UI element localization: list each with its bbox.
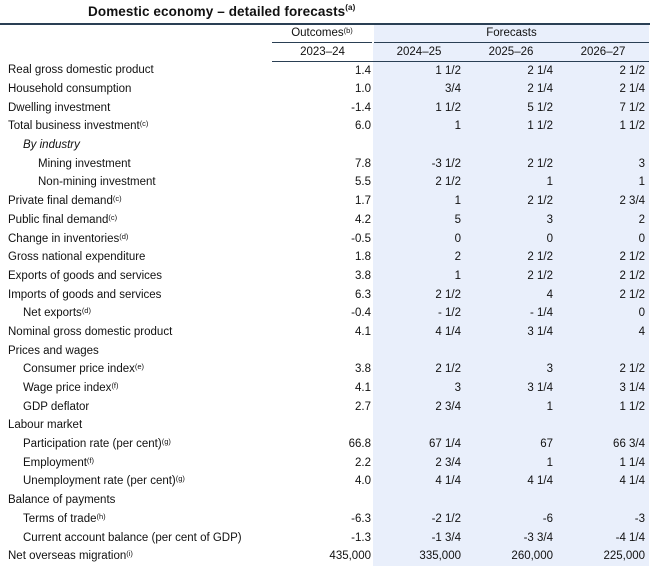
outcome-value-cell: 7.8 (355, 157, 371, 170)
forecast-value-cell (465, 416, 557, 435)
forecast-value-cell: 1 (465, 397, 557, 416)
forecast-value-cell: 7 1/2 (557, 98, 649, 117)
row-label (0, 285, 272, 304)
row-footnote-marker: (f) (86, 455, 95, 465)
row-label (0, 453, 272, 472)
forecast-value-cell: 5 (373, 211, 465, 230)
row-footnote-marker: (i) (126, 549, 133, 559)
table-row (0, 211, 649, 230)
row-label (0, 229, 272, 248)
row-label-text: Private final demand (8, 195, 113, 208)
row-label (0, 154, 272, 173)
forecast-value-cell: 1 1/2 (557, 117, 649, 136)
header-group-row (0, 25, 649, 42)
forecast-table-page (0, 4, 655, 572)
row-label (0, 61, 272, 80)
forecast-value-cell: 1 (557, 173, 649, 192)
outcome-value-cell: -0.4 (351, 307, 371, 320)
row-footnote-marker: (g) (161, 437, 171, 447)
outcome-value-cell (272, 416, 373, 435)
forecast-value-cell: 4 1/4 (465, 472, 557, 491)
forecast-value-cell: 4 1/4 (373, 323, 465, 342)
row-label (0, 323, 272, 342)
row-label (0, 192, 272, 211)
forecast-value-cell: 66 3/4 (557, 435, 649, 454)
forecast-value-cell (465, 341, 557, 360)
row-label (0, 435, 272, 454)
forecast-value-cell: 2 1/4 (557, 80, 649, 99)
table-row (0, 173, 649, 192)
forecast-value-cell: -3 1/2 (373, 154, 465, 173)
forecast-value-cell: 67 1/4 (373, 435, 465, 454)
row-label (0, 80, 272, 99)
outcome-value-cell: 4.2 (355, 213, 371, 226)
forecast-value-cell: -2 1/2 (373, 510, 465, 529)
forecast-value-cell: 3 (557, 154, 649, 173)
forecast-value-cell (557, 416, 649, 435)
table-row (0, 98, 649, 117)
row-label (0, 304, 272, 323)
row-label-text: GDP deflator (23, 400, 90, 413)
forecast-value-cell: 0 (557, 304, 649, 323)
table-header (0, 25, 649, 61)
forecast-value-cell: 2 1/2 (465, 248, 557, 267)
row-label (0, 117, 272, 136)
forecast-value-cell (465, 136, 557, 155)
forecast-value-cell: 0 (557, 229, 649, 248)
table-row (0, 341, 649, 360)
row-label (0, 472, 272, 491)
forecast-value-cell: 0 (373, 229, 465, 248)
row-label-text: Public final demand (8, 213, 109, 226)
row-label (0, 547, 272, 566)
row-label-text: Nominal gross domestic product (8, 325, 173, 338)
forecasts-header: Forecasts (373, 25, 649, 42)
outcome-value-cell: 6.0 (355, 120, 371, 133)
table-row (0, 192, 649, 211)
row-label-text: Imports of goods and services (8, 288, 162, 301)
row-label (0, 416, 272, 435)
row-label (0, 510, 272, 529)
forecast-value-cell: 2 3/4 (373, 453, 465, 472)
row-label-text: Employment (23, 456, 87, 469)
table-row (0, 510, 649, 529)
row-label-text: Consumer price index (23, 363, 135, 376)
forecast-value-cell: 2 1/2 (465, 267, 557, 286)
row-label (0, 211, 272, 230)
forecast-value-cell: 4 (557, 323, 649, 342)
forecast-value-cell: 1 1/2 (465, 117, 557, 136)
row-label-text: Non-mining investment (38, 176, 156, 189)
forecast-value-cell (465, 491, 557, 510)
outcome-value-cell (272, 136, 373, 155)
row-footnote-marker: (d) (81, 306, 91, 316)
year-header-2023-24: 2023–24 (272, 42, 373, 61)
forecast-value-cell: 2 1/2 (557, 61, 649, 80)
forecast-value-cell: 1 (465, 453, 557, 472)
forecast-value-cell: 1 1/2 (373, 61, 465, 80)
outcome-value-cell: 4.1 (355, 325, 371, 338)
forecast-value-cell: 2 1/2 (373, 285, 465, 304)
forecast-value-cell: 3 1/4 (465, 379, 557, 398)
label-column-spacer (0, 42, 272, 61)
outcome-value-cell (272, 491, 373, 510)
forecast-value-cell: 3 1/4 (557, 379, 649, 398)
forecast-value-cell: 1 (373, 192, 465, 211)
forecast-value-cell: 1 (373, 117, 465, 136)
outcome-value-cell: 4.1 (355, 382, 371, 395)
forecast-value-cell: 4 1/4 (557, 472, 649, 491)
row-label-text: Real gross domestic product (8, 64, 154, 77)
row-label (0, 248, 272, 267)
row-label (0, 136, 272, 155)
row-label-text: Balance of payments (8, 494, 116, 507)
forecast-value-cell: 3 (465, 211, 557, 230)
forecast-value-cell: -3 3/4 (465, 528, 557, 547)
outcome-value-cell: 1.0 (355, 83, 371, 96)
table-row (0, 80, 649, 99)
forecast-value-cell: -3 (557, 510, 649, 529)
row-label-text: Terms of trade (23, 512, 97, 525)
row-label-text: Gross national expenditure (8, 251, 146, 264)
forecast-value-cell: 2 (557, 211, 649, 230)
table-row (0, 136, 649, 155)
outcome-value-cell: 1.8 (355, 251, 371, 264)
row-label-text: Household consumption (8, 83, 132, 96)
outcomes-header-label: Outcomes (291, 27, 344, 40)
outcome-value-cell: 5.5 (355, 176, 371, 189)
forecast-value-cell: 2 1/2 (465, 154, 557, 173)
forecast-value-cell: 3 1/4 (465, 323, 557, 342)
outcome-value-cell: 6.3 (355, 288, 371, 301)
forecast-value-cell: 1 (373, 267, 465, 286)
forecast-value-cell: 1 1/4 (557, 453, 649, 472)
row-label-text: Participation rate (per cent) (23, 438, 162, 451)
year-header-2024-25: 2024–25 (373, 42, 465, 61)
row-label-text: Dwelling investment (8, 101, 111, 114)
forecast-value-cell: 0 (465, 229, 557, 248)
table-row (0, 248, 649, 267)
row-label-text: Mining investment (38, 157, 131, 170)
row-label (0, 360, 272, 379)
forecast-value-cell: 2 1/2 (557, 360, 649, 379)
row-label (0, 173, 272, 192)
table-row (0, 154, 649, 173)
table-row (0, 61, 649, 80)
row-label-text: Unemployment rate (per cent) (23, 475, 176, 488)
forecast-value-cell: 2 1/2 (373, 360, 465, 379)
forecast-value-cell: 2 1/2 (557, 285, 649, 304)
forecast-value-cell: 4 (465, 285, 557, 304)
forecast-value-cell: 2 3/4 (557, 192, 649, 211)
table-row (0, 379, 649, 398)
row-label (0, 267, 272, 286)
table-row (0, 472, 649, 491)
forecast-value-cell: 2 1/2 (557, 267, 649, 286)
forecast-value-cell: -6 (465, 510, 557, 529)
row-label-text: Net overseas migration (8, 550, 127, 563)
forecast-value-cell: 1 1/2 (373, 98, 465, 117)
forecast-value-cell: -4 1/4 (557, 528, 649, 547)
row-label (0, 528, 272, 547)
table-row (0, 435, 649, 454)
table-row (0, 117, 649, 136)
table-body (0, 61, 649, 566)
header-years-row (0, 42, 649, 61)
forecast-value-cell: - 1/2 (373, 304, 465, 323)
table-row (0, 360, 649, 379)
forecast-value-cell: 5 1/2 (465, 98, 557, 117)
outcomes-footnote-marker: (b) (343, 26, 353, 36)
row-label-text: Labour market (8, 419, 83, 432)
outcome-value-cell: 4.0 (355, 475, 371, 488)
outcome-value-cell: 3.8 (355, 363, 371, 376)
forecast-value-cell: 2 1/4 (465, 80, 557, 99)
forecast-value-cell (557, 491, 649, 510)
label-column-spacer (0, 25, 272, 42)
forecast-value-cell: 225,000 (557, 547, 649, 566)
outcome-value-cell: 1.4 (355, 64, 371, 77)
outcome-value-cell: -6.3 (351, 512, 371, 525)
row-label (0, 98, 272, 117)
row-label (0, 491, 272, 510)
row-footnote-marker: (c) (139, 119, 149, 129)
forecast-value-cell: 2 3/4 (373, 397, 465, 416)
table-row (0, 528, 649, 547)
forecast-value-cell (373, 341, 465, 360)
forecast-value-cell (373, 416, 465, 435)
forecast-value-cell: 1 (465, 173, 557, 192)
table-row (0, 491, 649, 510)
forecast-value-cell: 2 1/4 (465, 61, 557, 80)
row-label-text: By industry (23, 139, 80, 152)
outcomes-header (272, 25, 373, 42)
row-label-text: Wage price index (23, 382, 112, 395)
forecast-value-cell: 2 1/2 (557, 248, 649, 267)
forecast-value-cell: 3/4 (373, 80, 465, 99)
forecast-value-cell: 67 (465, 435, 557, 454)
table-row (0, 323, 649, 342)
forecast-value-cell: 3 (373, 379, 465, 398)
outcome-value-cell: 2.7 (355, 400, 371, 413)
page-title-text: Domestic economy – detailed forecasts (88, 4, 346, 19)
table-row (0, 547, 649, 566)
outcome-value-cell: -1.4 (351, 101, 371, 114)
forecast-table (0, 25, 649, 566)
forecast-value-cell: 4 1/4 (373, 472, 465, 491)
forecast-value-cell: 260,000 (465, 547, 557, 566)
outcome-value-cell: -1.3 (351, 531, 371, 544)
row-footnote-marker: (d) (119, 231, 129, 241)
row-footnote-marker: (e) (134, 362, 145, 372)
table-row (0, 267, 649, 286)
forecast-value-cell (557, 341, 649, 360)
outcome-value-cell: 3.8 (355, 269, 371, 282)
forecast-value-cell: 2 1/2 (373, 173, 465, 192)
forecast-value-cell: 1 1/2 (557, 397, 649, 416)
forecast-value-cell: - 1/4 (465, 304, 557, 323)
forecast-value-cell (557, 136, 649, 155)
row-footnote-marker: (h) (96, 511, 106, 521)
table-row (0, 304, 649, 323)
row-label-text: Net exports (23, 307, 82, 320)
forecast-value-cell (373, 491, 465, 510)
forecast-value-cell: -1 3/4 (373, 528, 465, 547)
row-label (0, 341, 272, 360)
row-label-text: Change in inventories (8, 232, 120, 245)
year-header-2025-26: 2025–26 (465, 42, 557, 61)
table-row (0, 397, 649, 416)
outcome-value-cell: 2.2 (355, 456, 371, 469)
row-label (0, 397, 272, 416)
table-row (0, 229, 649, 248)
page-title (88, 4, 655, 19)
row-label-text: Prices and wages (8, 344, 99, 357)
forecast-value-cell (373, 136, 465, 155)
outcome-value-cell: 1.7 (355, 195, 371, 208)
row-label-text: Total business investment (8, 120, 140, 133)
row-label (0, 379, 272, 398)
row-label-text: Exports of goods and services (8, 269, 163, 282)
year-header-2026-27: 2026–27 (557, 42, 649, 61)
forecast-value-cell: 2 (373, 248, 465, 267)
row-footnote-marker: (f) (111, 381, 119, 391)
row-footnote-marker: (g) (175, 474, 185, 484)
forecast-value-cell: 3 (465, 360, 557, 379)
forecast-value-cell: 2 1/2 (465, 192, 557, 211)
table-row (0, 416, 649, 435)
outcome-value-cell: 435,000 (329, 550, 371, 563)
table-row (0, 285, 649, 304)
outcome-value-cell (272, 341, 373, 360)
title-footnote-marker: (a) (345, 3, 356, 12)
table-row (0, 453, 649, 472)
row-footnote-marker: (c) (112, 194, 122, 204)
row-label-text: Current account balance (per cent of GDP) (23, 531, 242, 544)
outcome-value-cell: 66.8 (348, 438, 371, 451)
row-footnote-marker: (c) (108, 212, 118, 222)
outcome-value-cell: -0.5 (351, 232, 371, 245)
forecast-value-cell: 335,000 (373, 547, 465, 566)
